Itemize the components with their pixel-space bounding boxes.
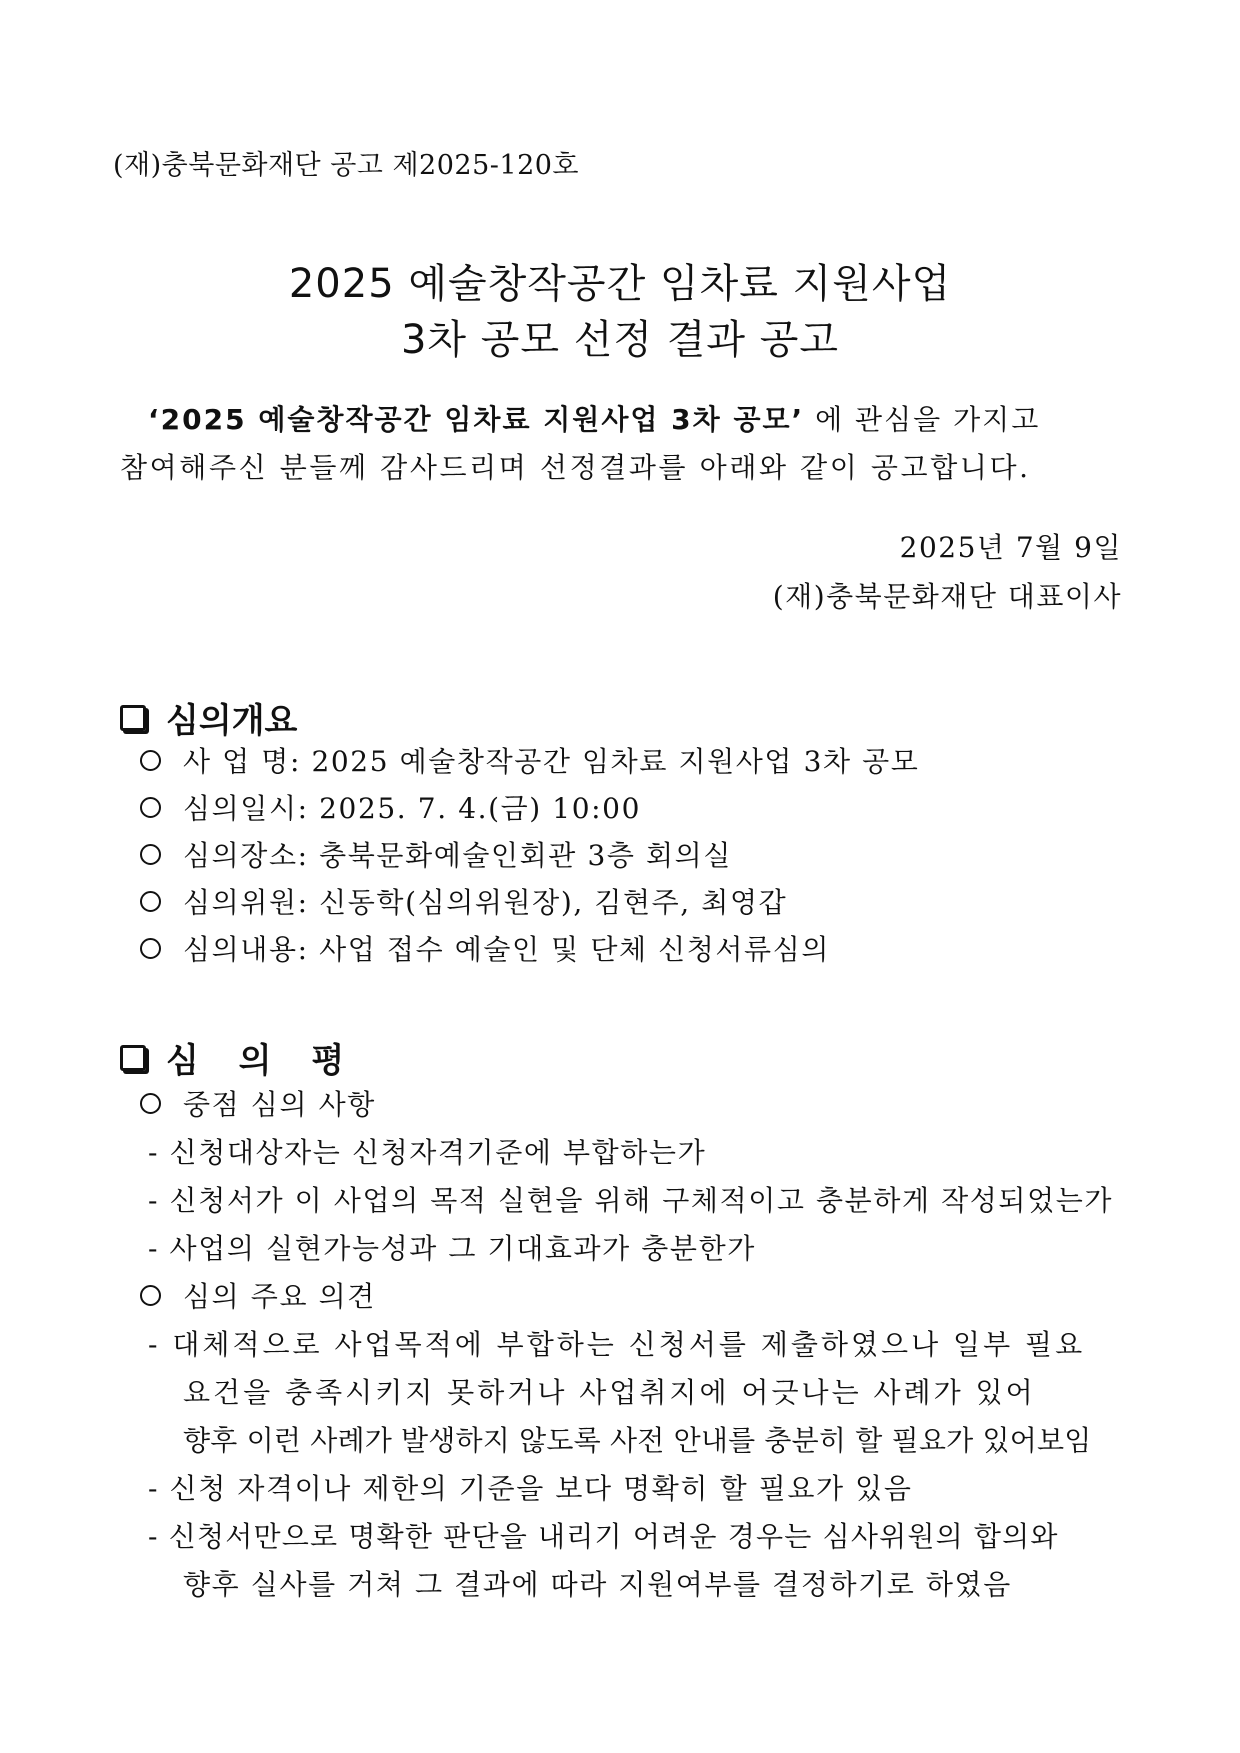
- page-title-line1: 2025 예술창작공간 임차료 지원사업: [288, 261, 952, 307]
- notice-number: (재)충북문화재단 공고 제2025-120호: [113, 150, 580, 181]
- circle-bullet-icon: [140, 891, 161, 912]
- overview-item-text: 심의위원: 신동학(심의위원장), 김현주, 최영갑: [183, 886, 788, 919]
- circle-bullet-icon: [140, 1093, 161, 1114]
- overview-item-text: 심의내용: 사업 접수 예술인 및 단체 신청서류심의: [183, 933, 830, 966]
- overview-item-text: 심의장소: 충북문화예술인회관 3층 회의실: [183, 839, 732, 872]
- checkbox-square-icon: [120, 1045, 146, 1071]
- opinion-item-continued: 요건을 충족시키지 못하거나 사업취지에 어긋나는 사례가 있어: [183, 1376, 1036, 1409]
- intro-line1-rest: 에 관심을 가지고: [804, 403, 1041, 436]
- opinion-item-continued: 향후 실사를 거쳐 그 결과에 따라 지원여부를 결정하기로 하였음: [183, 1568, 1012, 1601]
- circle-bullet-icon: [140, 797, 161, 818]
- circle-bullet-icon: [140, 1285, 161, 1306]
- opinion-heading: [140, 1275, 376, 1315]
- notice-date: 2025년 7월 9일: [899, 531, 1122, 564]
- opinion-item: - 신청 자격이나 제한의 기준을 보다 명확히 할 필요가 있음: [148, 1472, 913, 1505]
- overview-item: [140, 928, 830, 968]
- circle-bullet-icon: [140, 938, 161, 959]
- intro-quoted-title: ‘2025 예술창작공간 임차료 지원사업 3차 공모’: [148, 403, 805, 436]
- overview-item: [140, 834, 732, 874]
- circle-bullet-icon: [140, 844, 161, 865]
- focus-item: - 사업의 실현가능성과 그 기대효과가 충분한가: [148, 1232, 756, 1265]
- focus-item: - 신청대상자는 신청자격기준에 부합하는가: [148, 1136, 707, 1169]
- opinion-item: - 대체적으로 사업목적에 부합하는 신청서를 제출하였으나 일부 필요: [148, 1328, 1086, 1361]
- focus-item: - 신청서가 이 사업의 목적 실현을 위해 구체적이고 충분하게 작성되었는가: [148, 1184, 1114, 1217]
- focus-heading: [140, 1083, 376, 1123]
- opinion-item-continued: 향후 이런 사례가 발생하지 않도록 사전 안내를 충분히 할 필요가 있어보임: [183, 1424, 1092, 1457]
- opinion-item: - 신청서만으로 명확한 판단을 내리기 어려운 경우는 심사위원의 합의와: [148, 1520, 1059, 1553]
- overview-item: [140, 787, 641, 827]
- circle-bullet-icon: [140, 750, 161, 771]
- section-heading-review: [120, 1033, 358, 1082]
- intro-line2: 참여해주신 분들께 감사드리며 선정결과를 아래와 같이 공고합니다.: [120, 451, 1031, 484]
- overview-item-text: 심의일시: 2025. 7. 4.(금) 10:00: [183, 792, 642, 825]
- issuing-organization: (재)충북문화재단 대표이사: [772, 580, 1122, 613]
- overview-item-text: 사 업 명: 2025 예술창작공간 임차료 지원사업 3차 공모: [183, 745, 920, 778]
- section-title: 심의개요: [166, 701, 298, 741]
- page-title-line2: 3차 공모 선정 결과 공고: [400, 317, 840, 363]
- checkbox-square-icon: [120, 705, 146, 731]
- opinion-heading-text: 심의 주요 의견: [183, 1280, 376, 1313]
- overview-item: [140, 881, 787, 921]
- intro-line1: [148, 398, 1040, 438]
- section-title: 심 의 평: [166, 1041, 359, 1081]
- overview-item: [140, 740, 919, 780]
- focus-heading-text: 중점 심의 사항: [183, 1088, 376, 1121]
- section-heading-overview: [120, 693, 297, 742]
